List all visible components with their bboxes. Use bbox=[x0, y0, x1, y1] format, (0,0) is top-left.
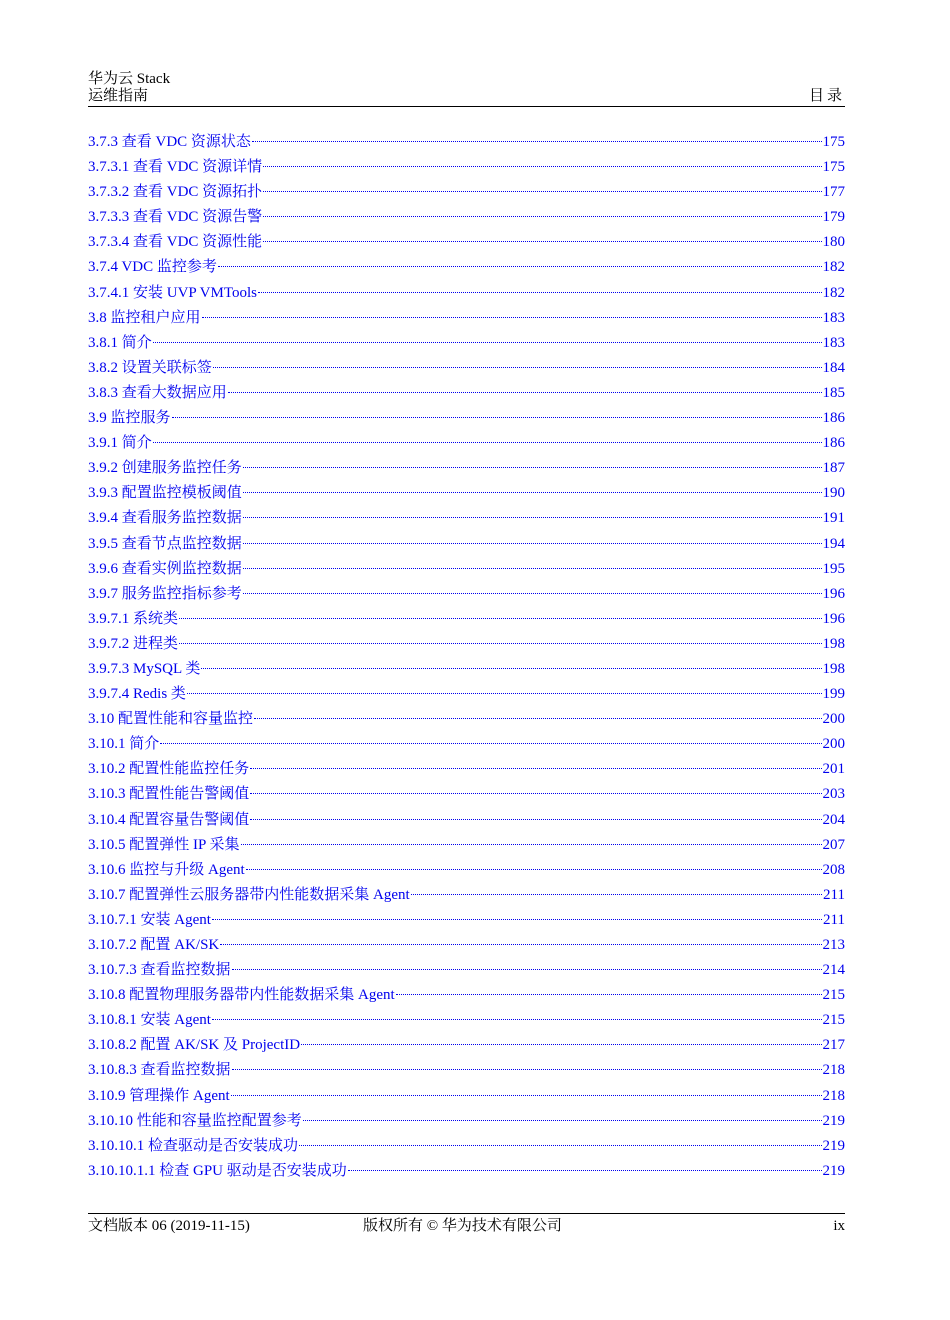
toc-entry-label[interactable]: 3.9.4 查看服务监控数据 bbox=[88, 510, 242, 527]
toc-entry[interactable] bbox=[88, 230, 845, 255]
toc-entry-page[interactable]: 219 bbox=[822, 1137, 845, 1154]
toc-entry-page[interactable]: 203 bbox=[822, 786, 845, 803]
toc-leader-dots bbox=[153, 342, 822, 343]
toc-entry-label[interactable]: 3.8.3 查看大数据应用 bbox=[88, 384, 227, 401]
toc-entry-label[interactable]: 3.10.8 配置物理服务器带内性能数据采集 Agent bbox=[88, 987, 395, 1004]
toc-leader-dots bbox=[231, 1095, 822, 1096]
toc-leader-dots bbox=[263, 166, 821, 167]
toc-entry-page[interactable]: 198 bbox=[822, 635, 845, 652]
toc-entry-label[interactable]: 3.7.4 VDC 监控参考 bbox=[88, 259, 217, 276]
toc-entry[interactable] bbox=[88, 632, 845, 657]
toc-entry-page[interactable]: 183 bbox=[822, 309, 845, 326]
toc-leader-dots bbox=[246, 869, 822, 870]
toc-leader-dots bbox=[243, 593, 822, 594]
toc-entry-page[interactable]: 204 bbox=[822, 811, 845, 828]
toc-entry-label[interactable]: 3.9.7.2 进程类 bbox=[88, 635, 179, 652]
toc-leader-dots bbox=[172, 417, 822, 418]
toc-entry-label[interactable]: 3.10.7 配置弹性云服务器带内性能数据采集 Agent bbox=[88, 886, 410, 903]
toc-entry[interactable] bbox=[88, 1008, 845, 1033]
toc-entry[interactable] bbox=[88, 682, 845, 707]
toc-leader-dots bbox=[263, 191, 821, 192]
toc-entry-label[interactable]: 3.9.3 配置监控模板阈值 bbox=[88, 485, 242, 502]
toc-entry[interactable] bbox=[88, 331, 845, 356]
toc-entry[interactable] bbox=[88, 306, 845, 331]
toc-entry-label[interactable]: 3.10.7.3 查看监控数据 bbox=[88, 962, 231, 979]
toc-entry[interactable] bbox=[88, 1109, 845, 1134]
toc-leader-dots bbox=[187, 693, 822, 694]
toc-entry[interactable] bbox=[88, 958, 845, 983]
toc-entry-page[interactable]: 213 bbox=[822, 937, 845, 953]
toc-entry[interactable] bbox=[88, 858, 845, 883]
toc-entry-page[interactable]: 218 bbox=[822, 1062, 845, 1079]
toc-entry[interactable] bbox=[88, 883, 845, 908]
toc-entry-label[interactable]: 3.7.3.1 查看 VDC 资源详情 bbox=[88, 159, 263, 176]
toc-entry-page[interactable]: 207 bbox=[822, 836, 845, 853]
toc-entry-page[interactable]: 196 bbox=[822, 585, 845, 602]
toc-entry[interactable] bbox=[88, 582, 845, 607]
toc-entry-label[interactable]: 3.8 监控租户应用 bbox=[88, 309, 201, 326]
toc-entry-page[interactable]: 199 bbox=[822, 686, 845, 703]
toc-entry-label[interactable]: 3.9 监控服务 bbox=[88, 410, 171, 427]
toc-leader-dots bbox=[228, 392, 822, 393]
toc-leader-dots bbox=[201, 668, 821, 669]
toc-leader-dots bbox=[243, 568, 822, 569]
toc-entry-page[interactable]: 219 bbox=[822, 1162, 845, 1179]
toc-leader-dots bbox=[263, 241, 821, 242]
toc-entry-label[interactable]: 3.10.4 配置容量告警阈值 bbox=[88, 811, 250, 828]
toc-leader-dots bbox=[179, 618, 821, 619]
toc-entry-label[interactable]: 3.10.7.1 安装 Agent bbox=[88, 911, 211, 928]
toc-entry-page[interactable]: 211 bbox=[823, 911, 845, 928]
toc-leader-dots bbox=[243, 543, 822, 544]
toc-entry[interactable] bbox=[88, 808, 845, 833]
toc-entry[interactable] bbox=[88, 255, 845, 280]
toc-entry[interactable] bbox=[88, 481, 845, 506]
toc-entry-label[interactable]: 3.8.2 设置关联标签 bbox=[88, 359, 212, 376]
toc-entry-label[interactable]: 3.10.10.1 检查驱动是否安装成功 bbox=[88, 1137, 299, 1154]
toc-entry-label[interactable]: 3.10.8.2 配置 AK/SK 及 ProjectID bbox=[88, 1037, 301, 1054]
toc-entry-label[interactable]: 3.9.7 服务监控指标参考 bbox=[88, 585, 242, 602]
toc-entry-label[interactable]: 3.7.3.4 查看 VDC 资源性能 bbox=[88, 234, 263, 251]
toc-entry[interactable] bbox=[88, 130, 845, 155]
toc-entry[interactable] bbox=[88, 205, 845, 230]
toc-leader-dots bbox=[202, 317, 822, 318]
toc-entry-page[interactable]: 194 bbox=[822, 535, 845, 552]
toc-leader-dots bbox=[243, 517, 822, 518]
toc-entry-page[interactable]: 182 bbox=[822, 259, 845, 276]
toc-leader-dots bbox=[299, 1145, 821, 1146]
toc-leader-dots bbox=[218, 266, 822, 267]
toc-entry[interactable] bbox=[88, 356, 845, 381]
toc-entry-label[interactable]: 3.10 配置性能和容量监控 bbox=[88, 711, 254, 728]
toc-entry-label[interactable]: 3.10.10.1.1 检查 GPU 驱动是否安装成功 bbox=[88, 1162, 347, 1179]
toc-leader-dots bbox=[258, 292, 822, 293]
toc-leader-dots bbox=[411, 894, 822, 895]
toc-leader-dots bbox=[220, 944, 821, 945]
toc-entry[interactable] bbox=[88, 506, 845, 531]
toc-entry-page[interactable]: 215 bbox=[822, 1012, 845, 1029]
toc-entry-page[interactable]: 201 bbox=[822, 761, 845, 778]
toc-entry-page[interactable]: 182 bbox=[822, 284, 845, 301]
toc-entry-page[interactable]: 208 bbox=[822, 861, 845, 878]
toc-entry[interactable] bbox=[88, 607, 845, 632]
toc-leader-dots bbox=[301, 1044, 821, 1045]
toc-leader-dots bbox=[250, 768, 821, 769]
toc-entry-label[interactable]: 3.7.4.1 安装 UVP VMTools bbox=[88, 284, 257, 301]
toc-entry[interactable] bbox=[88, 557, 845, 582]
toc-entry[interactable] bbox=[88, 381, 845, 406]
toc-entry-label[interactable]: 3.7.3.3 查看 VDC 资源告警 bbox=[88, 209, 263, 226]
toc-leader-dots bbox=[212, 1019, 822, 1020]
toc-entry[interactable] bbox=[88, 1033, 845, 1058]
toc-entry[interactable] bbox=[88, 1084, 845, 1109]
toc-entry-label[interactable]: 3.10.1 简介 bbox=[88, 736, 160, 753]
toc-entry[interactable] bbox=[88, 1058, 845, 1083]
toc-leader-dots bbox=[252, 141, 822, 142]
section-title: 目录 bbox=[808, 88, 845, 104]
toc-leader-dots bbox=[160, 743, 821, 744]
page-number: ix bbox=[833, 1218, 845, 1234]
toc-entry-page[interactable]: 218 bbox=[822, 1087, 845, 1104]
toc-leader-dots bbox=[243, 492, 822, 493]
toc-leader-dots bbox=[263, 216, 821, 217]
toc-entry-label[interactable]: 3.10.8.3 查看监控数据 bbox=[88, 1062, 231, 1079]
toc-entry-page[interactable]: 200 bbox=[822, 711, 845, 728]
toc-entry[interactable] bbox=[88, 757, 845, 782]
toc-entry[interactable] bbox=[88, 657, 845, 682]
toc-entry-page[interactable]: 191 bbox=[822, 510, 845, 527]
toc-entry-label[interactable]: 3.10.10 性能和容量监控配置参考 bbox=[88, 1112, 302, 1129]
toc-leader-dots bbox=[396, 994, 822, 995]
toc-entry[interactable] bbox=[88, 456, 845, 481]
toc-entry[interactable] bbox=[88, 180, 845, 205]
toc-entry-page[interactable]: 196 bbox=[822, 610, 845, 627]
toc-entry[interactable] bbox=[88, 431, 845, 456]
toc-entry-label[interactable]: 3.7.3.2 查看 VDC 资源拓扑 bbox=[88, 184, 263, 201]
toc-entry-page[interactable]: 186 bbox=[822, 410, 845, 427]
table-of-contents bbox=[88, 130, 845, 1184]
toc-entry[interactable] bbox=[88, 833, 845, 858]
toc-leader-dots bbox=[213, 367, 822, 368]
toc-entry-page[interactable]: 190 bbox=[822, 485, 845, 502]
toc-entry-page[interactable]: 211 bbox=[823, 886, 845, 903]
toc-leader-dots bbox=[212, 919, 822, 920]
toc-entry[interactable] bbox=[88, 155, 845, 180]
toc-entry[interactable] bbox=[88, 782, 845, 807]
toc-leader-dots bbox=[254, 718, 821, 719]
toc-entry-page[interactable]: 177 bbox=[822, 184, 845, 201]
toc-leader-dots bbox=[243, 467, 822, 468]
toc-entry-label[interactable]: 3.10.7.2 配置 AK/SK bbox=[88, 937, 220, 953]
toc-entry[interactable] bbox=[88, 732, 845, 757]
toc-entry-page[interactable]: 179 bbox=[822, 209, 845, 226]
toc-entry-label[interactable]: 3.7.3 查看 VDC 资源状态 bbox=[88, 134, 251, 150]
toc-entry-page[interactable]: 198 bbox=[822, 660, 845, 677]
toc-leader-dots bbox=[348, 1170, 822, 1171]
toc-entry-page[interactable]: 219 bbox=[822, 1112, 845, 1129]
toc-entry-label[interactable]: 3.10.9 管理操作 Agent bbox=[88, 1087, 230, 1104]
toc-entry-page[interactable]: 217 bbox=[822, 1037, 845, 1054]
toc-entry-label[interactable]: 3.9.5 查看节点监控数据 bbox=[88, 535, 242, 552]
toc-entry-label[interactable]: 3.10.2 配置性能监控任务 bbox=[88, 761, 250, 778]
toc-entry[interactable] bbox=[88, 908, 845, 933]
toc-entry-page[interactable]: 215 bbox=[822, 987, 845, 1004]
toc-entry[interactable] bbox=[88, 532, 845, 557]
document-version: 文档版本 06 (2019-11-15) bbox=[88, 1218, 250, 1234]
toc-entry[interactable] bbox=[88, 933, 845, 958]
toc-entry[interactable] bbox=[88, 983, 845, 1008]
toc-leader-dots bbox=[179, 643, 821, 644]
toc-leader-dots bbox=[250, 819, 821, 820]
toc-entry-page[interactable]: 180 bbox=[822, 234, 845, 251]
toc-entry-page[interactable]: 183 bbox=[822, 334, 845, 351]
page-header bbox=[88, 68, 845, 107]
product-name: 华为云 Stack bbox=[88, 71, 171, 87]
toc-entry-page[interactable]: 195 bbox=[822, 560, 845, 577]
toc-entry-label[interactable]: 3.10.6 监控与升级 Agent bbox=[88, 861, 245, 878]
toc-entry-page[interactable]: 200 bbox=[822, 736, 845, 753]
guide-title: 运维指南 bbox=[88, 88, 149, 104]
page-footer bbox=[88, 1213, 845, 1238]
toc-entry-label[interactable]: 3.9.7.4 Redis 类 bbox=[88, 686, 186, 703]
toc-entry-label[interactable]: 3.9.1 简介 bbox=[88, 435, 152, 452]
toc-entry-page[interactable]: 175 bbox=[822, 134, 845, 150]
toc-entry-page[interactable]: 175 bbox=[822, 159, 845, 176]
toc-entry[interactable] bbox=[88, 281, 845, 306]
toc-leader-dots bbox=[241, 844, 822, 845]
toc-entry-page[interactable]: 184 bbox=[822, 359, 845, 376]
toc-entry-page[interactable]: 187 bbox=[822, 460, 845, 477]
toc-leader-dots bbox=[153, 442, 822, 443]
toc-entry[interactable] bbox=[88, 707, 845, 732]
toc-entry-label[interactable]: 3.8.1 简介 bbox=[88, 334, 152, 351]
toc-leader-dots bbox=[232, 1069, 822, 1070]
toc-entry[interactable] bbox=[88, 1159, 845, 1184]
toc-entry-label[interactable]: 3.10.8.1 安装 Agent bbox=[88, 1012, 211, 1029]
toc-entry-label[interactable]: 3.9.7.1 系统类 bbox=[88, 610, 179, 627]
toc-entry-page[interactable]: 214 bbox=[822, 962, 845, 979]
toc-entry[interactable] bbox=[88, 406, 845, 431]
toc-entry-label[interactable]: 3.10.5 配置弹性 IP 采集 bbox=[88, 836, 240, 853]
copyright-notice: 版权所有 © 华为技术有限公司 bbox=[363, 1218, 562, 1234]
toc-entry-page[interactable]: 185 bbox=[822, 384, 845, 401]
toc-leader-dots bbox=[303, 1120, 822, 1121]
toc-entry-label[interactable]: 3.9.6 查看实例监控数据 bbox=[88, 560, 242, 577]
toc-entry-label[interactable]: 3.9.7.3 MySQL 类 bbox=[88, 660, 201, 677]
toc-entry-page[interactable]: 186 bbox=[822, 435, 845, 452]
toc-entry[interactable] bbox=[88, 1134, 845, 1159]
toc-entry-label[interactable]: 3.10.3 配置性能告警阈值 bbox=[88, 786, 250, 803]
toc-entry-label[interactable]: 3.9.2 创建服务监控任务 bbox=[88, 460, 242, 477]
toc-leader-dots bbox=[232, 969, 822, 970]
toc-leader-dots bbox=[250, 793, 821, 794]
